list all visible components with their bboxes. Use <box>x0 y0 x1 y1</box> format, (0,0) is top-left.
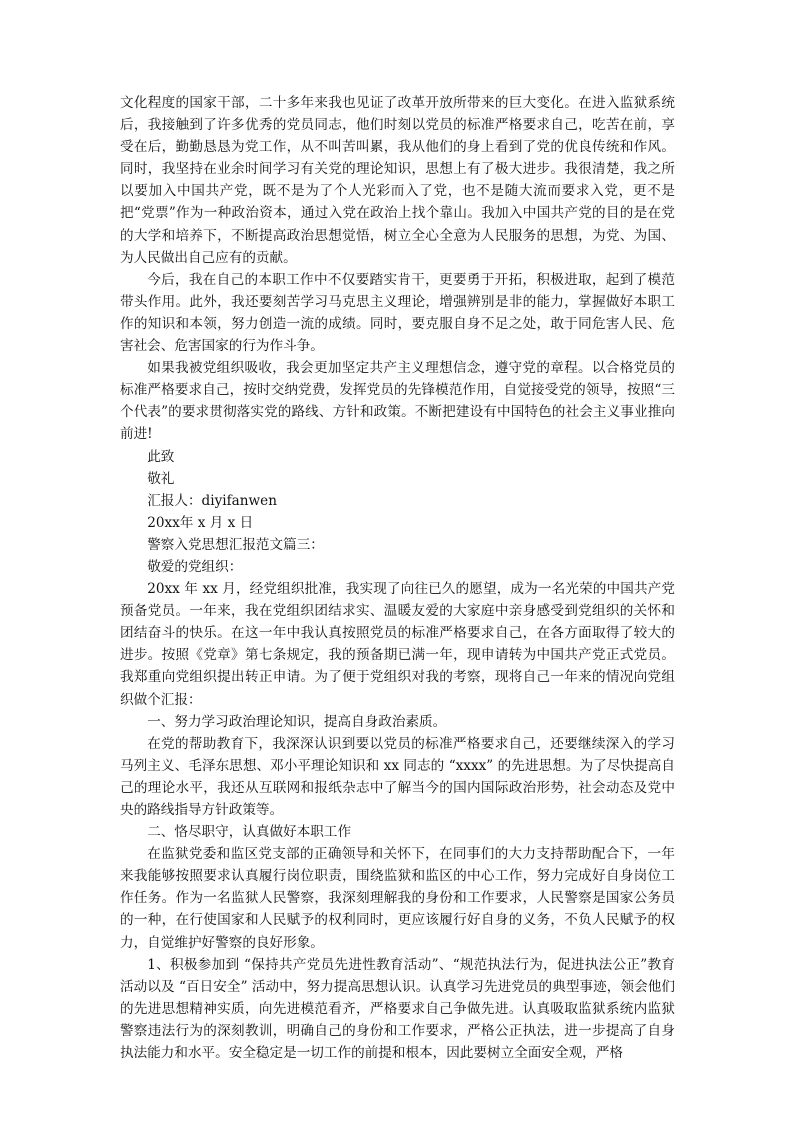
greeting: 敬爱的党组织： <box>147 558 243 575</box>
reporter-name: 汇报人：diyifanwen <box>147 492 277 509</box>
heading-duty: 二、恪尽职守，认真做好本职工作 <box>147 824 352 841</box>
document-page <box>120 92 675 1064</box>
paragraph-future-plans: 今后，我在自己的本职工作中不仅要踏实肯干，更要勇于开拓，积极进取，起到了模范带头作用。此外，我还要刻苦学习马克思主义理论，增强辨别是非的能力，掌握做好本职工作的知识和本领，努力创造一流的成绩。同时，要克服自身不足之处，敢于同危害人民、危害社会、危害国家的行为作斗争。 <box>120 271 675 355</box>
closing-salutation: 此致 <box>147 448 175 465</box>
paragraph-probation-report: 20xx 年 xx 月，经党组织批准，我实现了向往已久的愿望，成为一名光荣的中国共产党预备党员。一年来，我在党组织团结求实、温暖友爱的大家庭中亲身感受到党组织的关怀和团结奋斗的快乐。在这一年中我认真按照党员的标准严格要求自己，在各方面取得了较大的进步。按照《党章》第七条规定，我的预备期已满一年，现申请转为中国共产党正式党员。我郑重向党组织提出转正申请。为了便于党组织对我的考察，现将自己一年来的情况向党组织做个汇报： <box>120 581 675 708</box>
heading-study-theory: 一、努力学习政治理论知识，提高自身政治素质。 <box>147 713 447 730</box>
paragraph-activities: 1、积极参加到 “保持共产党员先进性教育活动”、“规范执法行为，促进执法公正”教育活动以及 “百日安全” 活动中，努力提高思想认识。认真学习先进党员的典型事迹，领会他们的先进思想精神实质，向先进模范看齐，严格要求自己争做先进。认真吸取监狱系统内监狱警察违法行为的深刻教训，明确自己的身份和工作要求，严格公正执法，进一步提高了自身执法能力和水平。安全稳定是一切工作的前提和根本，因此要树立全面安全观，严格 <box>120 956 675 1062</box>
paragraph-party-commitment: 如果我被党组织吸收，我会更加坚定共产主义理想信念，遵守党的章程。以合格党员的标准严格要求自己，按时交纳党费，发挥党员的先锋模范作用，自觉接受党的领导，按照“三个代表”的要求贯彻落实党的路线、方针和政策。不断把建设有中国特色的社会主义事业推向前进! <box>120 360 675 443</box>
section-title-part-three: 警察入党思想汇报范文篇三： <box>147 536 324 553</box>
closing-respect: 敬礼 <box>147 470 175 487</box>
paragraph-duty: 在监狱党委和监区党支部的正确领导和关怀下，在同事们的大力支持帮助配合下，一年来我能够按照要求认真履行岗位职责，围绕监狱和监区的中心工作，努力完成好自身岗位工作任务。作为一名监狱人民警察，我深刻理解我的身份和工作要求，人民警察是国家公务员的一种，在行使国家和人民赋予的权利同时，更应该履行好自身的义务，不负人民赋予的权力，自觉维护好警察的良好形象。 <box>120 846 675 951</box>
report-date: 20xx年 x 月 x 日 <box>147 514 254 531</box>
paragraph-intro-continuation: 文化程度的国家干部，二十多年来我也见证了改革开放所带来的巨大变化。在进入监狱系统后，我接触到了许多优秀的党员同志，他们时刻以党员的标准严格要求自己，吃苦在前，享受在后，勤勤恳恳为党工作，从不叫苦叫累，我从他们的身上看到了党的优良传统和作风。同时，我坚持在业余时间学习有关党的理论知识，思想上有了极大进步。我很清楚，我之所以要加入中国共产党，既不是为了个人光彩而入了党，也不是随大流而要求入党，更不是把“党票”作为一种政治资本，通过入党在政治上找个靠山。我加入中国共产党的目的是在党的大学和培养下，不断提高政治思想觉悟，树立全心全意为人民服务的思想，为党、为国、为人民做出自己应有的贡献。 <box>120 95 675 266</box>
paragraph-theory-study: 在党的帮助教育下，我深深认识到要以党员的标准严格要求自己，还要继续深入的学习马列主义、毛泽东思想、邓小平理论知识和 xx 同志的 “xxxx” 的先进思想。为了尽快提高自己的理论水平，我还从互联网和报纸杂志中了解当今的国内国际政治形势，社会动态及党中央的路线指导方针政策等。 <box>120 735 675 818</box>
